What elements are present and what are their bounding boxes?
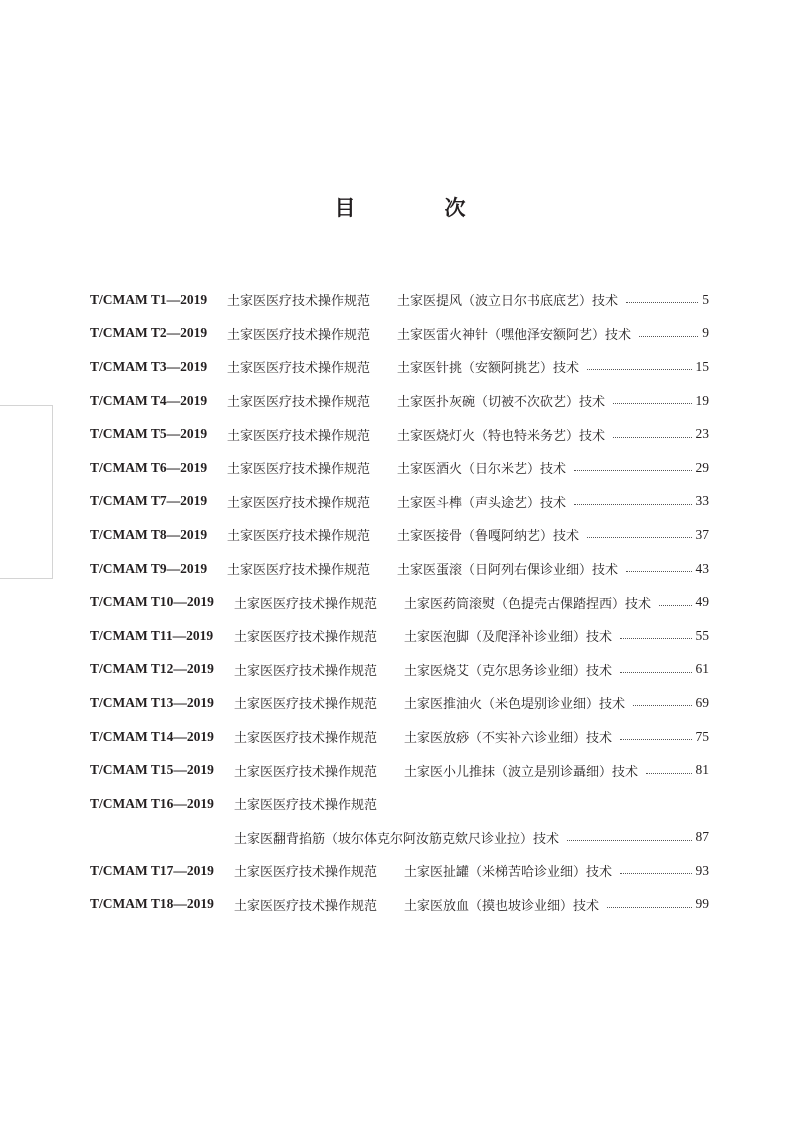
dot-leader	[574, 470, 691, 471]
entry-title: 土家医雷火神针（嘿他泽安额阿艺）技术	[397, 327, 632, 343]
standard-series: 土家医医疗技术操作规范	[227, 495, 371, 511]
dot-leader	[639, 336, 698, 337]
standard-code: T/CMAM T1—2019	[90, 291, 208, 307]
entry-title: 土家医酒火（日尔米艺）技术	[397, 462, 567, 478]
dot-leader	[587, 369, 691, 370]
toc-entry[interactable]	[90, 518, 709, 552]
page-number[interactable]: 75	[695, 728, 709, 744]
standard-series: 土家医医疗技术操作规范	[227, 462, 371, 478]
entry-title: 土家医斗榫（声头途艺）技术	[397, 495, 567, 511]
toc-entry[interactable]	[90, 485, 709, 519]
toc-entry[interactable]	[90, 888, 709, 922]
standard-series: 土家医医疗技术操作规范	[227, 428, 371, 444]
dot-leader	[620, 739, 691, 740]
page-title: 目 次	[334, 196, 500, 220]
standard-code: T/CMAM T18—2019	[90, 896, 214, 912]
entry-title: 土家医烧艾（克尔思务诊业细）技术	[404, 663, 613, 679]
dot-leader	[620, 638, 691, 639]
standard-series: 土家医医疗技术操作规范	[234, 596, 378, 612]
page-number[interactable]: 99	[695, 896, 709, 912]
page-number[interactable]: 69	[695, 694, 709, 710]
toc-entry[interactable]	[90, 854, 709, 888]
toc-entry[interactable]	[90, 552, 709, 586]
toc-entry[interactable]	[90, 720, 709, 754]
page-number[interactable]: 19	[695, 392, 709, 408]
toc-entry[interactable]	[90, 653, 709, 687]
page-number[interactable]: 93	[695, 862, 709, 878]
entry-title: 土家医针挑（安额阿挑艺）技术	[397, 361, 580, 377]
standard-series: 土家医医疗技术操作规范	[227, 327, 371, 343]
dot-leader	[646, 773, 691, 774]
standard-code: T/CMAM T8—2019	[90, 526, 208, 542]
page-number[interactable]: 15	[695, 358, 709, 374]
dot-leader	[613, 437, 691, 438]
standard-series: 土家医医疗技术操作规范	[234, 798, 378, 814]
toc-entry[interactable]	[90, 686, 709, 720]
standard-code: T/CMAM T2—2019	[90, 325, 208, 341]
dot-leader	[607, 907, 691, 908]
page-number[interactable]: 43	[695, 560, 709, 576]
page-number[interactable]: 61	[695, 661, 709, 677]
standard-code: T/CMAM T14—2019	[90, 728, 214, 744]
toc-entry[interactable]	[90, 417, 709, 451]
standard-code: T/CMAM T12—2019	[90, 661, 214, 677]
entry-title: 土家医推油火（米色堤别诊业细）技术	[404, 697, 626, 713]
dot-leader	[620, 672, 691, 673]
entry-title: 土家医放痧（不实补六诊业细）技术	[404, 731, 613, 747]
entry-title: 土家医药筒滚熨（色提壳古倮踏捏西）技术	[404, 596, 652, 612]
standard-series: 土家医医疗技术操作规范	[234, 630, 378, 646]
standard-series: 土家医医疗技术操作规范	[234, 898, 378, 914]
dot-leader	[587, 537, 691, 538]
toc-entry[interactable]	[90, 350, 709, 384]
dot-leader	[574, 504, 691, 505]
toc-entry[interactable]	[90, 451, 709, 485]
page-number[interactable]: 87	[695, 829, 709, 845]
dot-leader	[613, 403, 691, 404]
entry-title: 土家医蛋滚（日阿列右倮诊业细）技术	[397, 563, 619, 579]
dot-leader	[659, 605, 691, 606]
entry-title: 土家医小儿推抹（波立是别诊聶细）技术	[404, 764, 639, 780]
standard-series: 土家医医疗技术操作规范	[227, 294, 371, 310]
page-number[interactable]: 37	[695, 526, 709, 542]
dot-leader	[620, 873, 691, 874]
entry-title: 土家医提风（波立日尔书底底艺）技术	[397, 294, 619, 310]
toc-entry[interactable]	[90, 283, 709, 317]
standard-code: T/CMAM T10—2019	[90, 594, 214, 610]
toc-entry-continuation[interactable]	[90, 821, 709, 855]
standard-code: T/CMAM T6—2019	[90, 459, 208, 475]
toc-entry[interactable]	[90, 384, 709, 418]
toc-entry[interactable]	[90, 585, 709, 619]
standard-series: 土家医医疗技术操作规范	[234, 663, 378, 679]
page-number[interactable]: 33	[695, 493, 709, 509]
page-edge-box	[0, 405, 53, 579]
standard-series: 土家医医疗技术操作规范	[234, 731, 378, 747]
table-of-contents	[90, 283, 709, 921]
toc-entry[interactable]	[90, 787, 709, 821]
entry-title: 土家医扯罐（米梯苦哈诊业细）技术	[404, 865, 613, 881]
standard-code: T/CMAM T5—2019	[90, 426, 208, 442]
entry-title: 土家医泡脚（及爬泽补诊业细）技术	[404, 630, 613, 646]
standard-series: 土家医医疗技术操作规范	[227, 395, 371, 411]
standard-code: T/CMAM T15—2019	[90, 762, 214, 778]
dot-leader	[633, 705, 691, 706]
page-number[interactable]: 29	[695, 459, 709, 475]
standard-code: T/CMAM T13—2019	[90, 694, 214, 710]
toc-entry[interactable]	[90, 317, 709, 351]
entry-title: 土家医烧灯火（特也特米务艺）技术	[397, 428, 606, 444]
standard-series: 土家医医疗技术操作规范	[227, 563, 371, 579]
entry-title: 土家医接骨（鲁嘎阿纳艺）技术	[397, 529, 580, 545]
standard-code: T/CMAM T17—2019	[90, 862, 214, 878]
standard-series: 土家医医疗技术操作规范	[234, 697, 378, 713]
page-number[interactable]: 5	[702, 291, 709, 307]
page-number[interactable]: 9	[702, 325, 709, 341]
standard-code: T/CMAM T16—2019	[90, 795, 214, 811]
standard-code: T/CMAM T7—2019	[90, 493, 208, 509]
dot-leader	[626, 302, 698, 303]
dot-leader	[567, 840, 691, 841]
standard-series: 土家医医疗技术操作规范	[227, 529, 371, 545]
entry-title: 土家医扑灰碗（切被不次砍艺）技术	[397, 395, 606, 411]
dot-leader	[626, 571, 691, 572]
standard-code: T/CMAM T11—2019	[90, 627, 214, 643]
page-number[interactable]: 23	[695, 426, 709, 442]
page-number[interactable]: 49	[695, 594, 709, 610]
standard-series: 土家医医疗技术操作规范	[234, 764, 378, 780]
standard-series: 土家医医疗技术操作规范	[227, 361, 371, 377]
toc-entry[interactable]	[90, 619, 709, 653]
toc-entry[interactable]	[90, 753, 709, 787]
page-number[interactable]: 55	[695, 627, 709, 643]
standard-code: T/CMAM T9—2019	[90, 560, 208, 576]
entry-title: 土家医放血（摸也坡诊业细）技术	[404, 898, 600, 914]
page-number[interactable]: 81	[695, 762, 709, 778]
entry-title: 土家医翻背掐筋（坡尔体克尔阿汝筋克欸尺诊业拉）技术	[234, 831, 560, 847]
standard-code: T/CMAM T4—2019	[90, 392, 208, 408]
standard-series: 土家医医疗技术操作规范	[234, 865, 378, 881]
standard-code: T/CMAM T3—2019	[90, 358, 208, 374]
